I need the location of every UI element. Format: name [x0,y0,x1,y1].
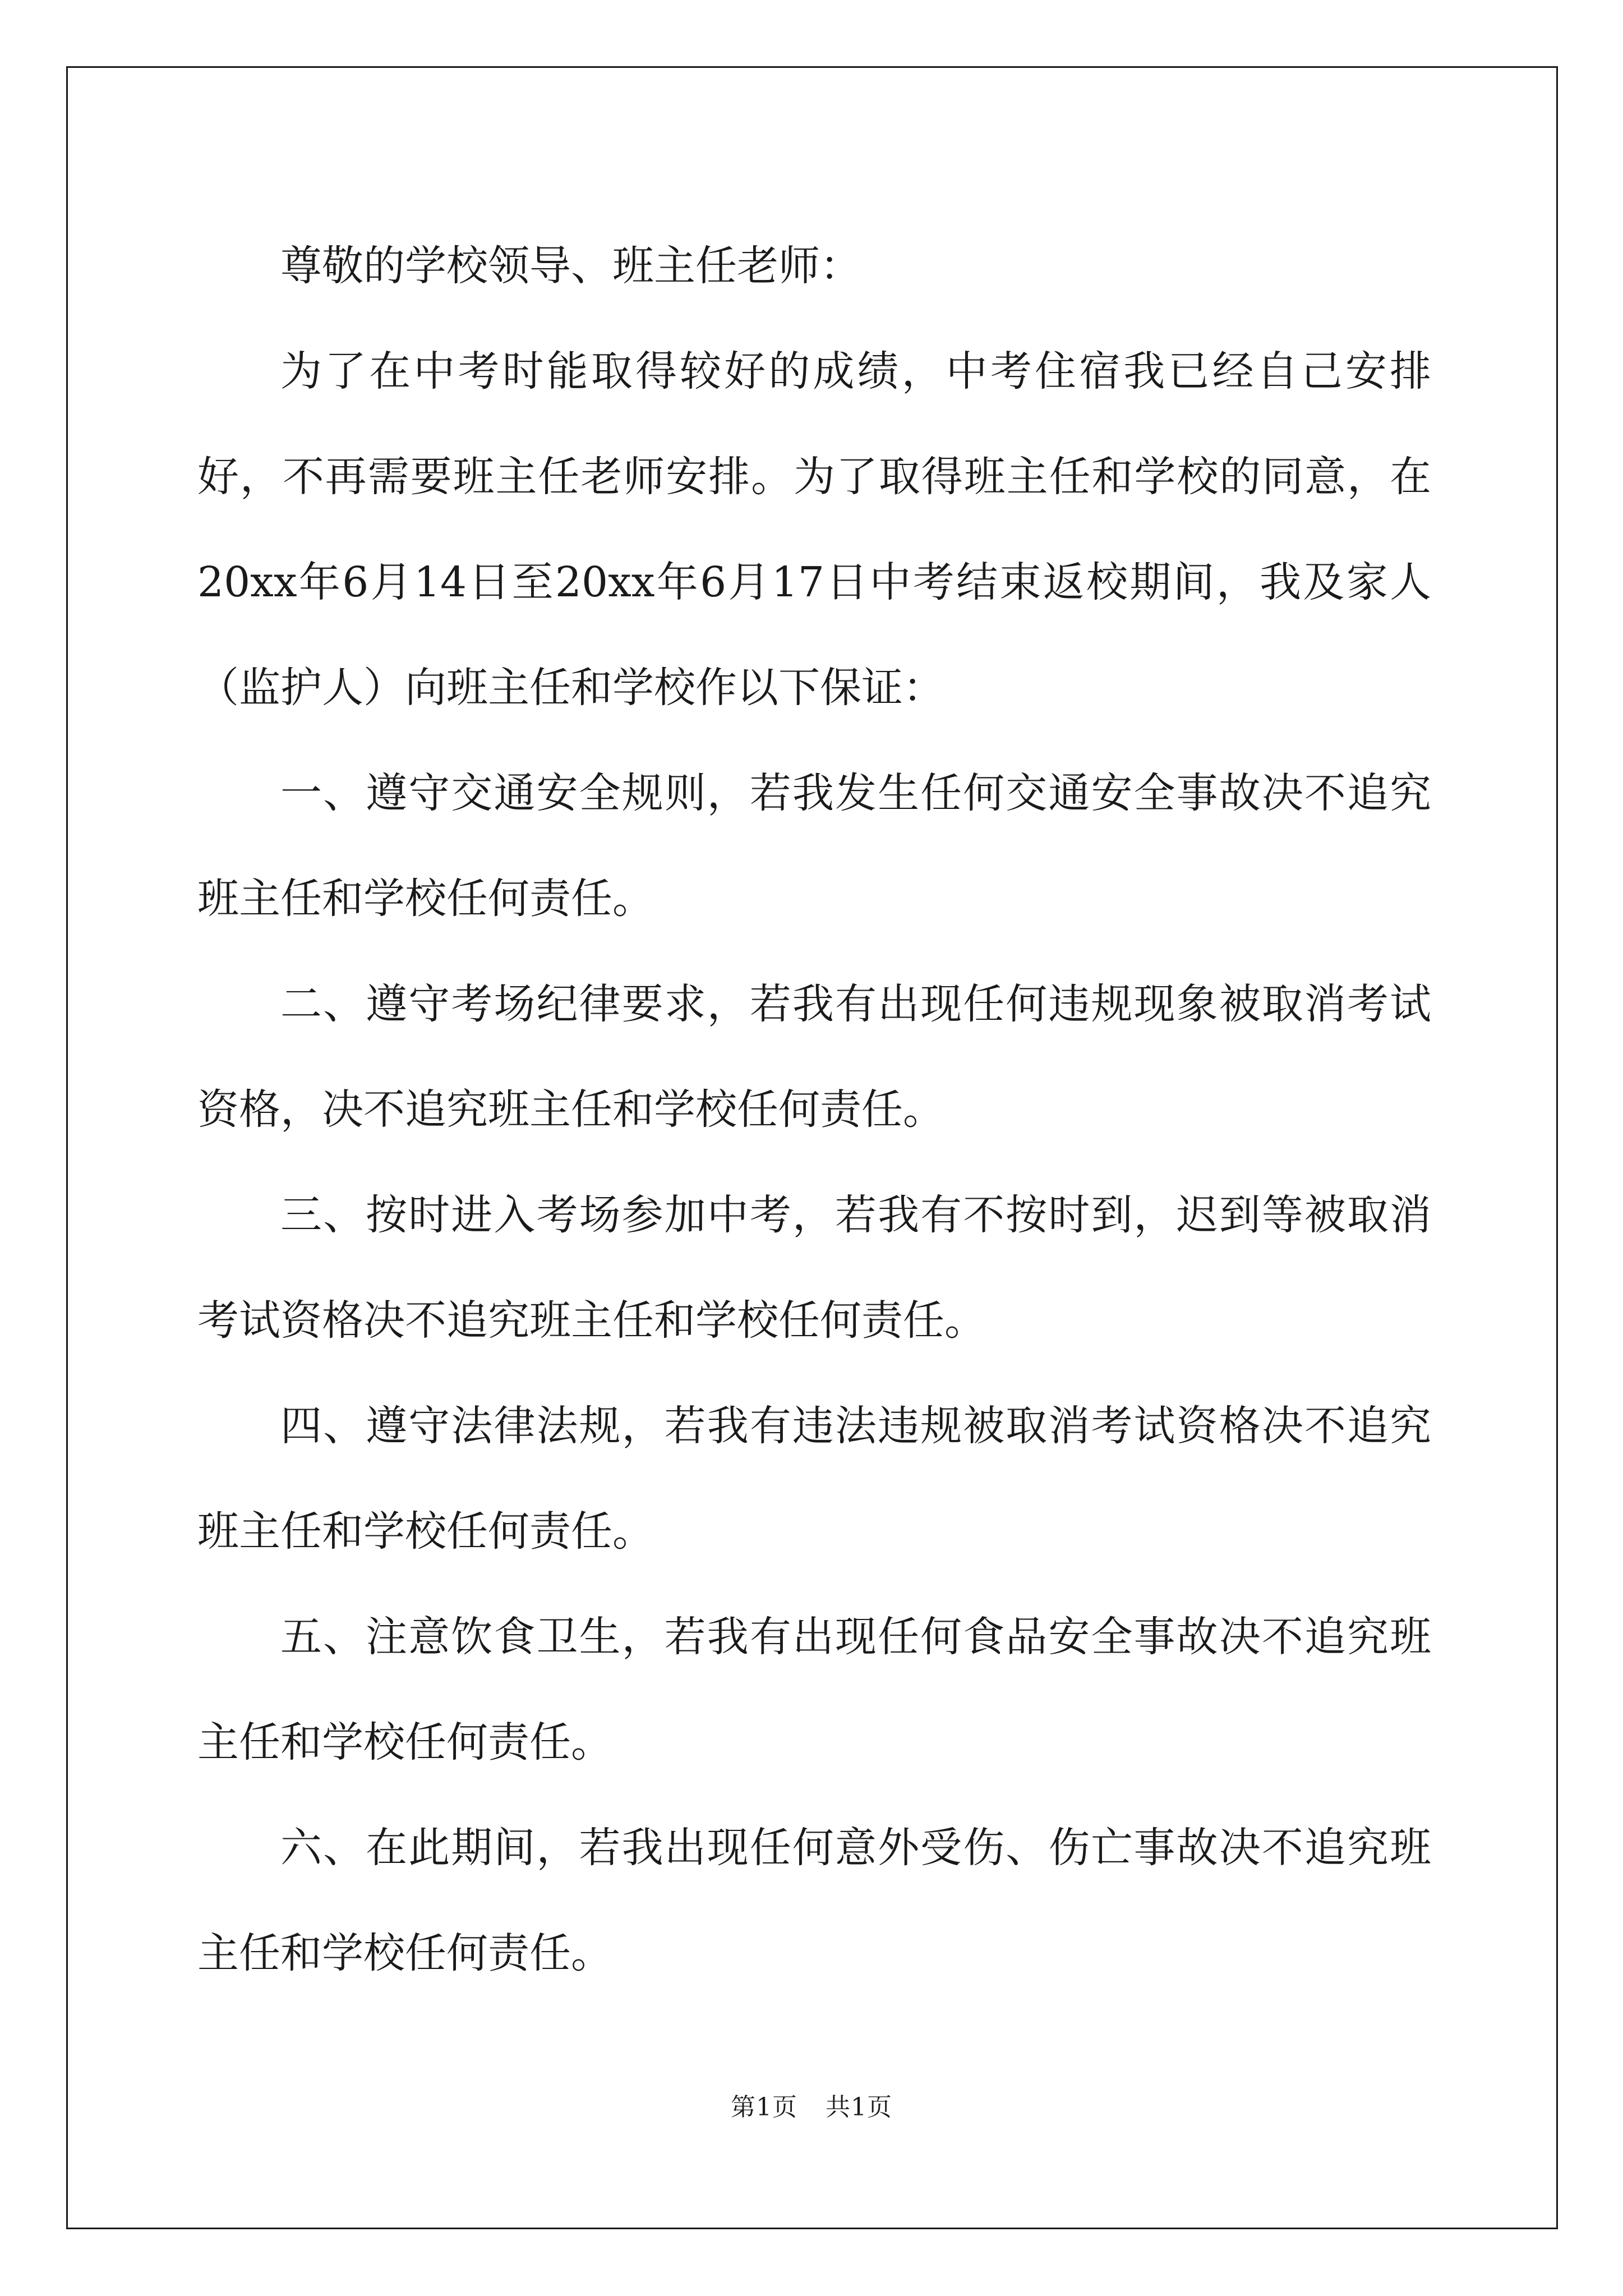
salutation: 尊敬的学校领导、班主任老师： [280,242,861,290]
document-body [197,213,1431,2006]
page-number: 第1页 [731,2093,797,2122]
paragraph-item-3: 三、按时进入考场参加中考，若我有不按时到，迟到等被取消考试资格决不追究班主任和学校任何责任。 [197,1191,1431,1345]
page-footer [0,2087,1623,2123]
paragraph-item-6: 六、在此期间，若我出现任何意外受伤、伤亡事故决不追究班主任和学校任何责任。 [197,1824,1431,1977]
page-total: 共1页 [826,2093,892,2122]
paragraph-item-4: 四、遵守法律法规，若我有违法违规被取消考试资格决不追究班主任和学校任何责任。 [197,1402,1431,1556]
paragraph-item-1: 一、遵守交通安全规则，若我发生任何交通安全事故决不追究班主任和学校任何责任。 [197,769,1431,923]
paragraph-item-2: 二、遵守考场纪律要求，若我有出现任何违规现象被取消考试资格，决不追究班主任和学校任何责任。 [197,980,1431,1134]
paragraph-item-5: 五、注意饮食卫生，若我有出现任何食品安全事故决不追究班主任和学校任何责任。 [197,1613,1431,1766]
paragraph-intro: 为了在中考时能取得较好的成绩，中考住宿我已经自己安排好，不再需要班主任老师安排。为了取得班主任和学校的同意，在20xx年6月14日至20xx年6月17日中考结束返校期间，我及家人（监护人）向班主任和学校作以下保证： [197,347,1431,712]
